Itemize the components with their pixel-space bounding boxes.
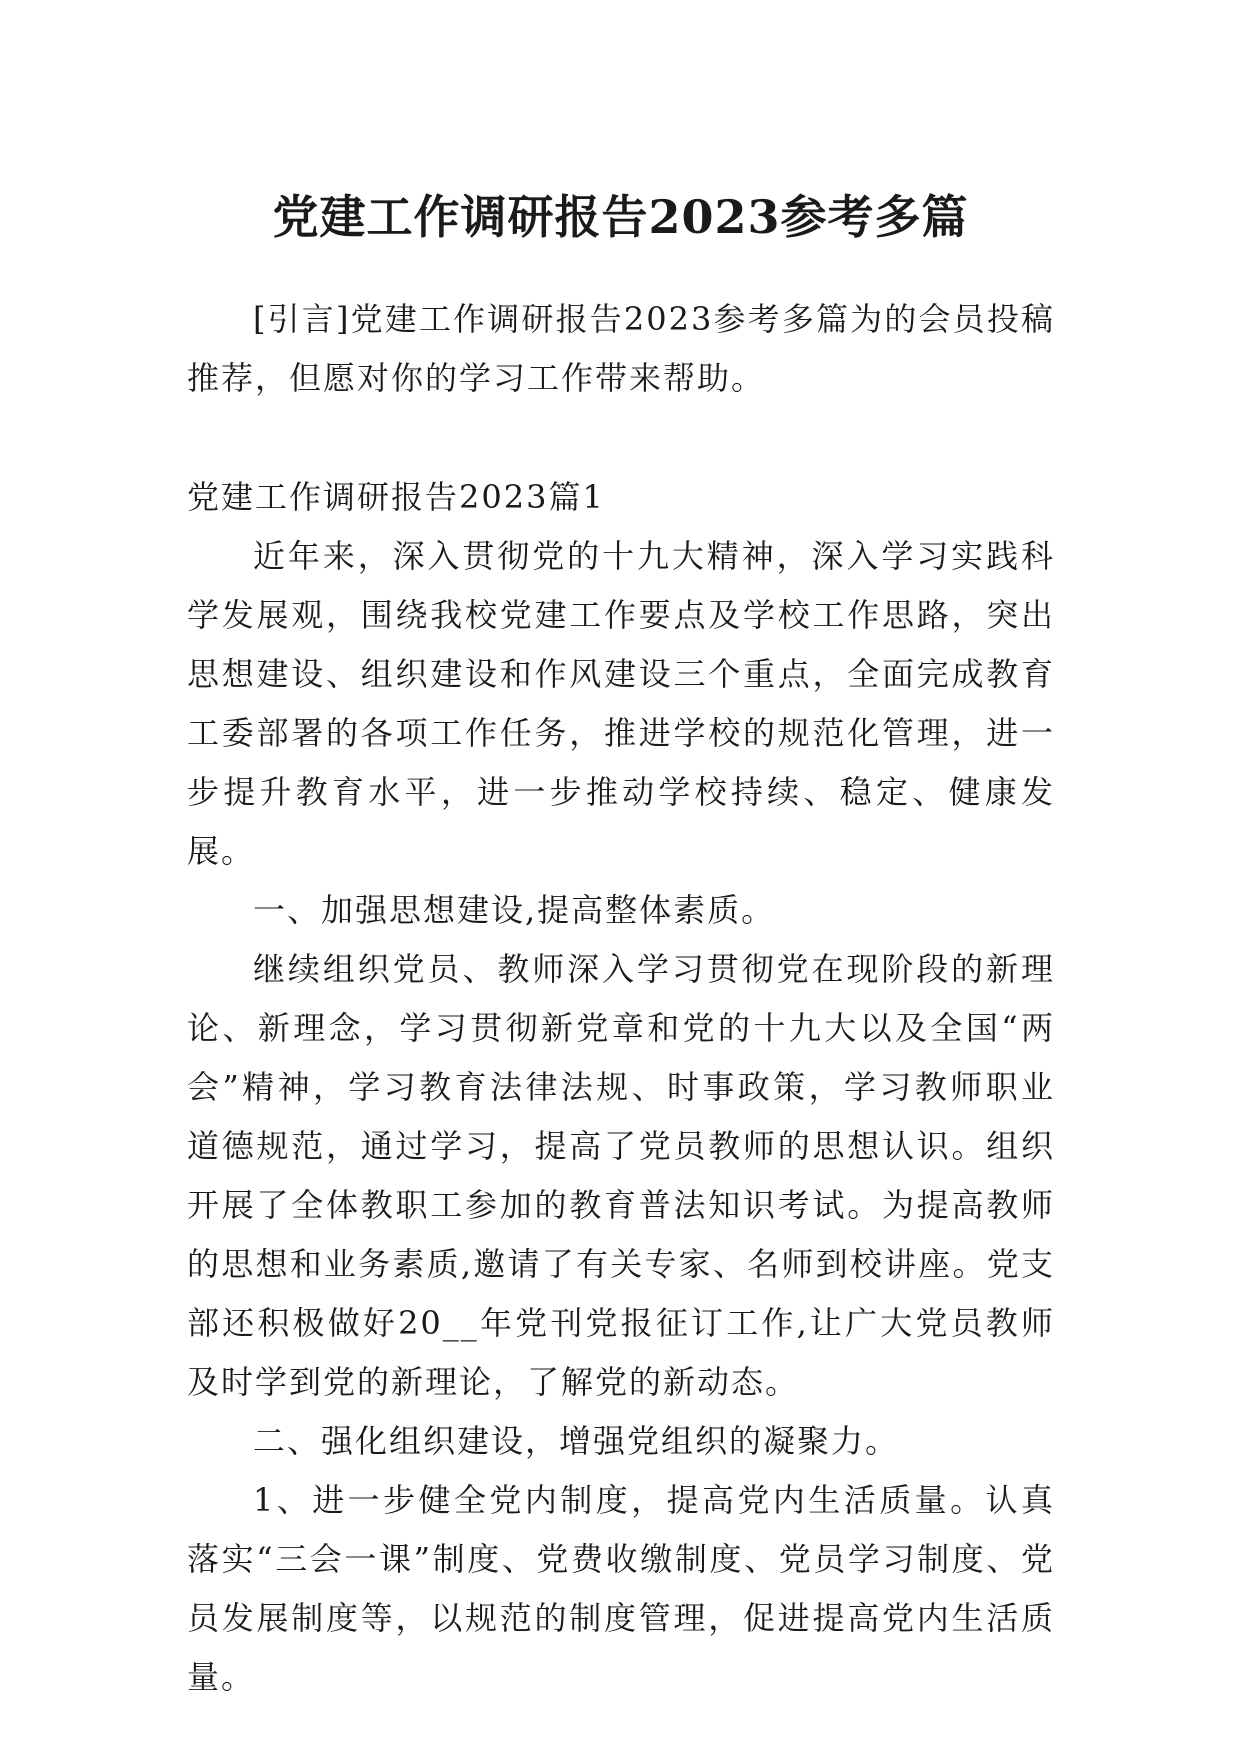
subheading-paragraph: 一、加强思想建设,提高整体素质。: [253, 891, 776, 929]
intro-paragraph: [引言]党建工作调研报告2023参考多篇为的会员投稿推荐，但愿对你的学习工作带来帮助。: [187, 300, 1055, 397]
subheading-paragraph: 二、强化组织建设，增强党组织的凝聚力。: [253, 1422, 900, 1460]
document-title: 党建工作调研报告2023参考多篇: [272, 189, 969, 244]
intro-block: [187, 290, 1055, 408]
section-body: [187, 527, 1055, 1707]
body-paragraph: 1、进一步健全党内制度，提高党内生活质量。认真落实“三会一课”制度、党费收缴制度、党员学习制度、党员发展制度等，以规范的制度管理，促进提高党内生活质量。: [187, 1481, 1055, 1696]
section-heading: 党建工作调研报告2023篇1: [187, 478, 605, 516]
body-paragraph: 继续组织党员、教师深入学习贯彻党在现阶段的新理论、新理念，学习贯彻新党章和党的十九大以及全国“两会”精神，学习教育法律法规、时事政策，学习教师职业道德规范，通过学习，提高了党员教师的思想认识。组织开展了全体教职工参加的教育普法知识考试。为提高教师的思想和业务素质,邀请了有关专家、名师到校讲座。党支部还积极做好20__年党刊党报征订工作,让广大党员教师及时学到党的新理论，了解党的新动态。: [187, 950, 1055, 1401]
body-paragraph: 近年来，深入贯彻党的十九大精神，深入学习实践科学发展观，围绕我校党建工作要点及学校工作思路，突出思想建设、组织建设和作风建设三个重点，全面完成教育工委部署的各项工作任务，推进学校的规范化管理，进一步提升教育水平，进一步推动学校持续、稳定、健康发展。: [187, 537, 1055, 870]
section-heading-block: [187, 468, 1055, 527]
